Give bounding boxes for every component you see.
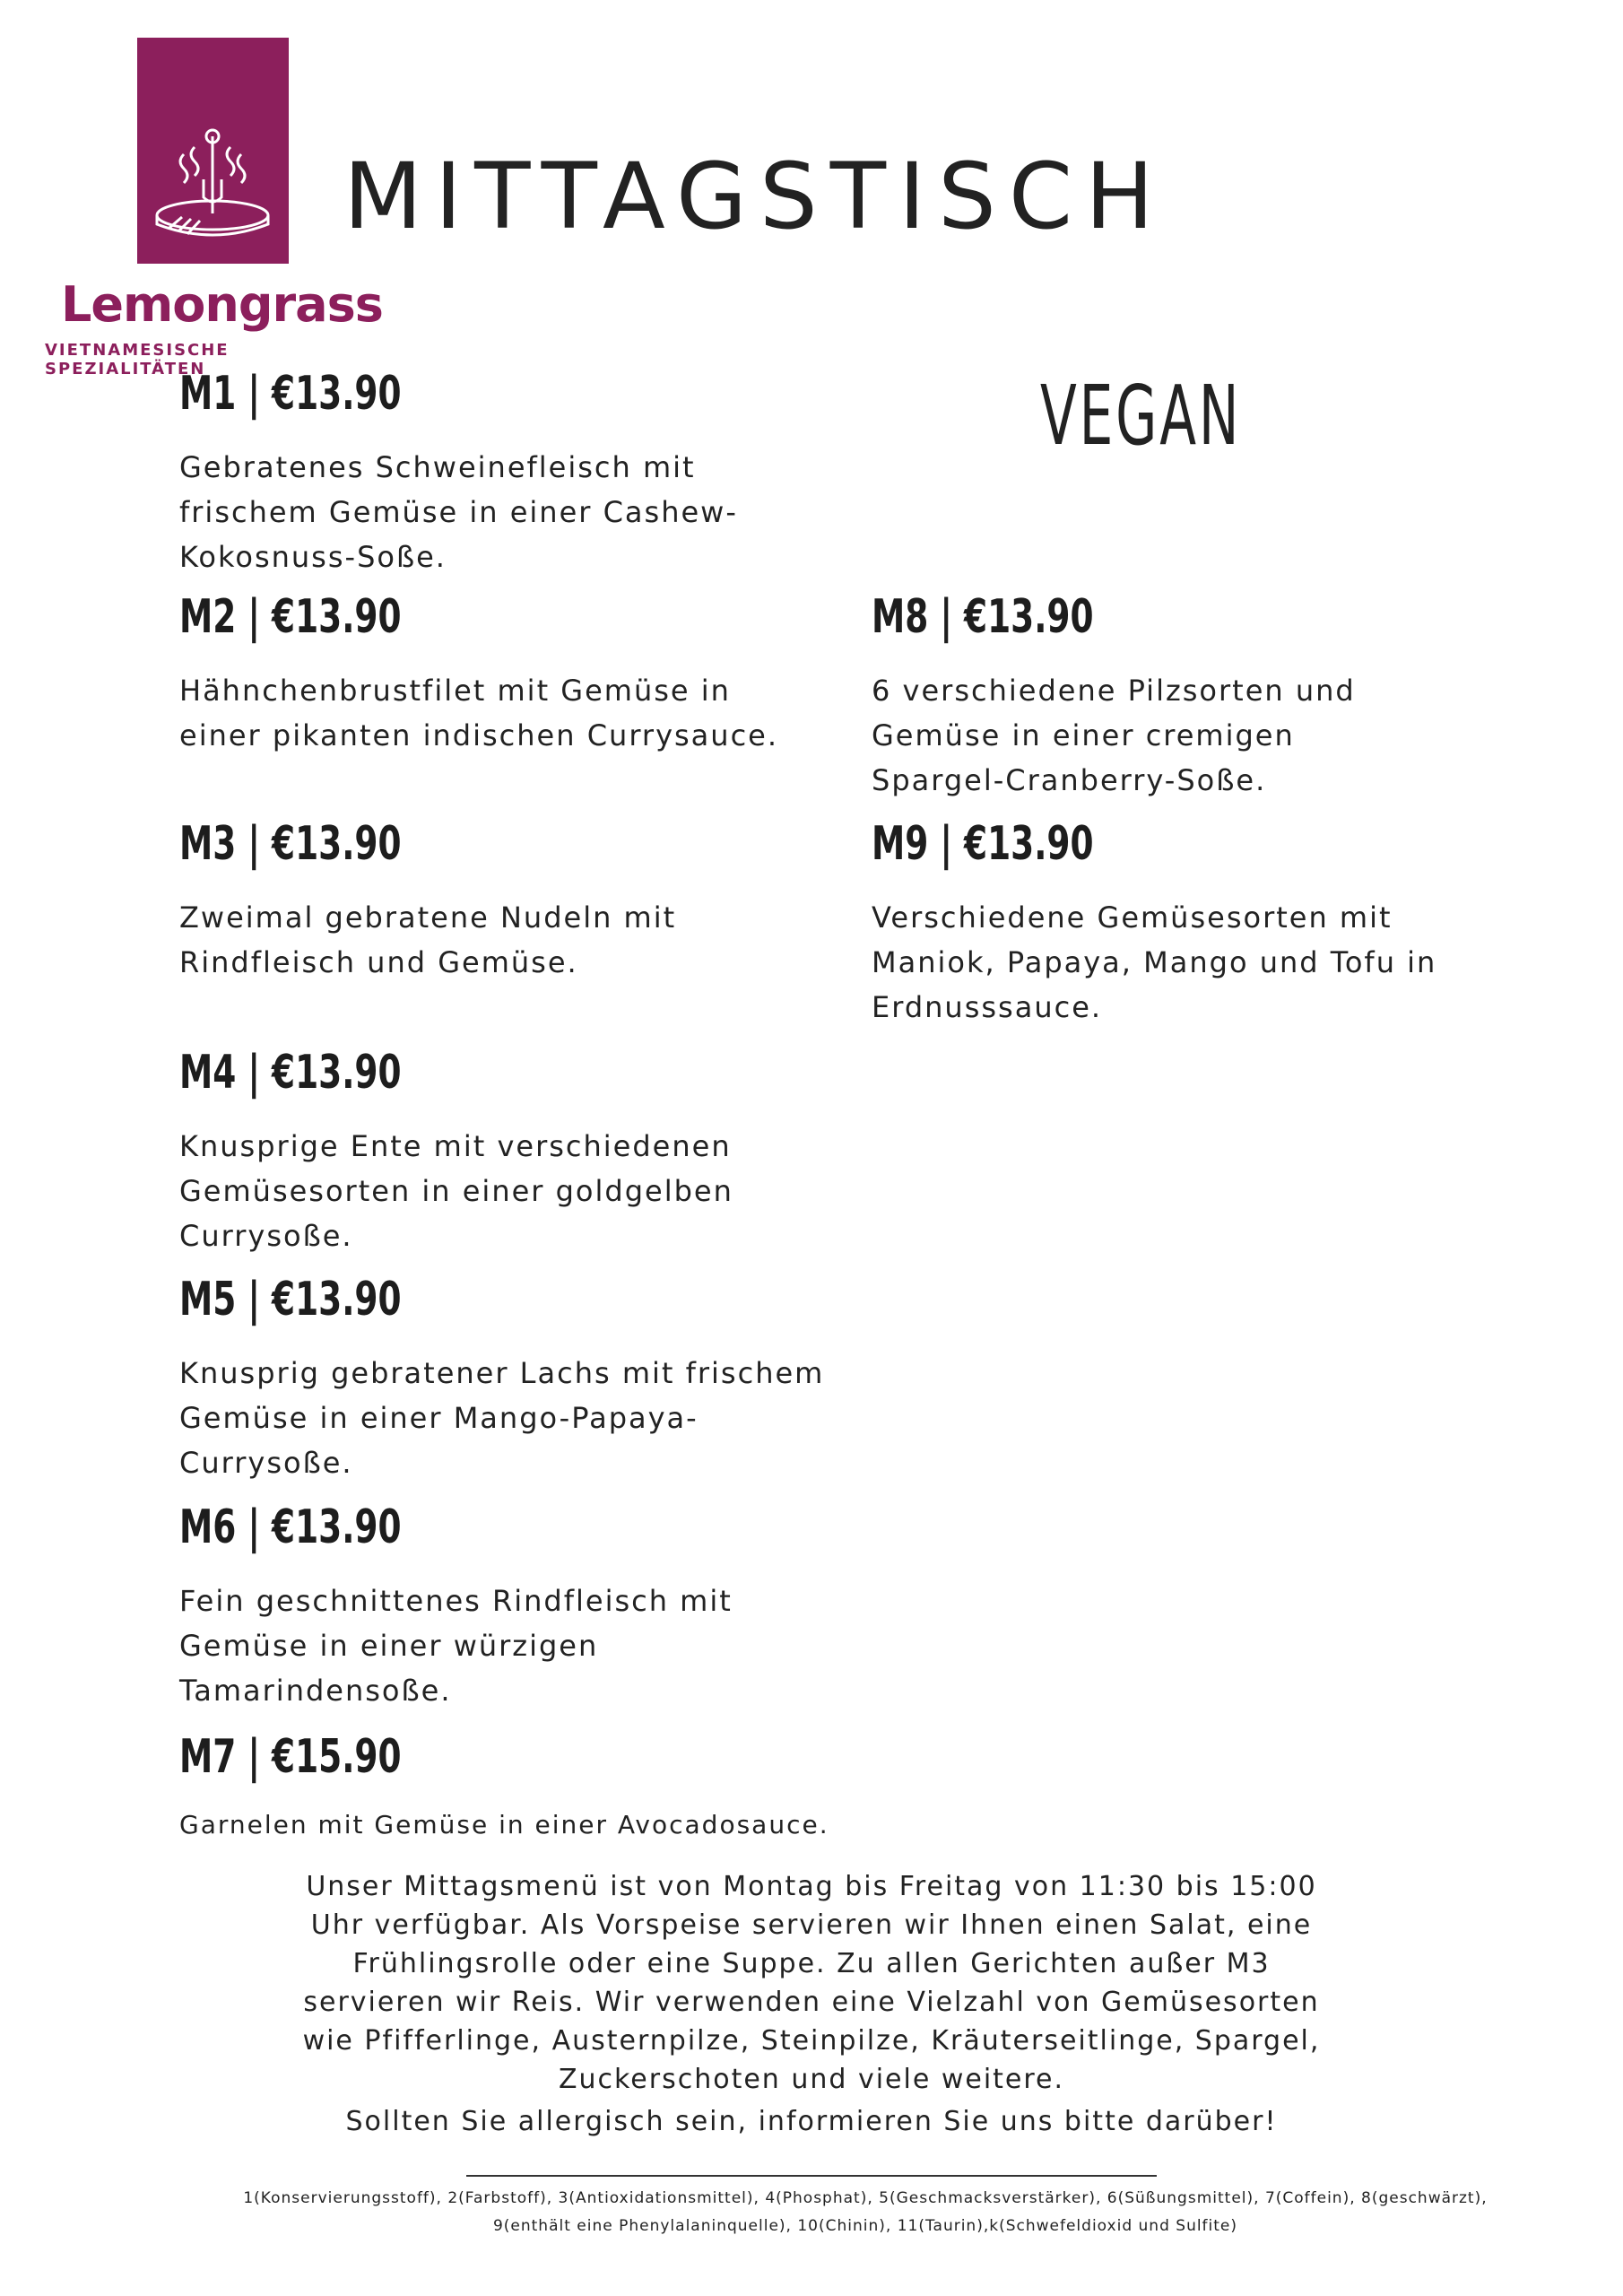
menu-item-heading: M6 | €13.90	[179, 1500, 402, 1554]
menu-item-heading: M7 | €15.90	[179, 1730, 402, 1784]
menu-item-m4	[179, 1045, 879, 1258]
menu-item-description: 6 verschiedene Pilzsorten und Gemüse in einer cremigen Spargel-Cranberry-Soße.	[872, 674, 1356, 797]
menu-item-description: Garnelen mit Gemüse in einer Avocadosauce.	[179, 1810, 829, 1839]
menu-item-description: Fein geschnittenes Rindfleisch mit Gemüse in einer würzigen Tamarindensoße.	[179, 1584, 733, 1708]
menu-item-heading: M9 | €13.90	[872, 817, 1094, 871]
allergy-notice: Sollten Sie allergisch sein, informieren Sie uns bitte darüber!	[345, 2106, 1278, 2137]
menu-item-m2	[179, 589, 879, 758]
menu-item-m3	[179, 816, 879, 985]
vegan-heading: VEGAN	[1040, 368, 1242, 464]
notice-text: Unser Mittagsmenü ist von Montag bis Freitag von 11:30 bis 15:00 Uhr verfügbar. Als Vorspeise servieren wir Ihnen einen Salat, eine Frühlingsrolle oder eine Suppe. Zu allen Gerichten außer M3 servieren wir Reis. Wir verwenden eine Vielzahl von Gemüsesorten wie Pfifferlinge, Austernpilze, Steinpilze, Kräuterseitlinge, Spargel, Zuckerschoten und viele weitere.	[302, 1871, 1321, 2095]
menu-item-m8	[872, 589, 1571, 803]
menu-item-m1	[179, 366, 879, 579]
divider	[466, 2175, 1157, 2177]
menu-item-heading: M1 | €13.90	[179, 367, 402, 421]
restaurant-logo-icon	[137, 127, 289, 262]
availability-notice	[296, 1867, 1327, 2141]
page-title: MITTAGSTISCH	[343, 144, 1167, 250]
menu-item-description: Hähnchenbrustfilet mit Gemüse in einer pikanten indischen Currysauce.	[179, 674, 779, 752]
menu-item-m9	[872, 816, 1571, 1030]
menu-item-heading: M8 | €13.90	[872, 590, 1094, 644]
menu-item-m5	[179, 1272, 879, 1485]
menu-item-m7	[179, 1729, 879, 1848]
menu-item-heading: M5 | €13.90	[179, 1273, 402, 1326]
brand-subtitle: VIETNAMESISCHE SPEZIALITÄTEN	[45, 341, 230, 378]
menu-item-heading: M4 | €13.90	[179, 1046, 402, 1100]
logo-box	[137, 38, 289, 264]
allergen-footnotes: 1(Konservierungsstoff), 2(Farbstoff), 3(Antioxidationsmittel), 4(Phosphat), 5(Geschmacksverstärker), 6(Süßungsmittel), 7(Coffein), 8(geschwärzt), 9(enthält eine Phenylalaninquelle), 10(Chinin), 11(Taurin),k(Schwefeldioxid und Sulfite)	[243, 2189, 1488, 2235]
menu-item-m6	[179, 1500, 879, 1713]
menu-item-heading: M2 | €13.90	[179, 590, 402, 644]
menu-item-description: Verschiedene Gemüsesorten mit Maniok, Papaya, Mango und Tofu in Erdnusssauce.	[872, 900, 1437, 1024]
brand-name: Lemongrass	[61, 276, 383, 333]
menu-item-description: Knusprig gebratener Lachs mit frischem Gemüse in einer Mango-Papaya-Currysoße.	[179, 1356, 825, 1480]
menu-item-heading: M3 | €13.90	[179, 817, 402, 871]
menu-item-description: Gebratenes Schweinefleisch mit frischem Gemüse in einer Cashew-Kokosnuss-Soße.	[179, 450, 738, 574]
menu-item-description: Zweimal gebratene Nudeln mit Rindfleisch und Gemüse.	[179, 900, 677, 979]
menu-item-description: Knusprige Ente mit verschiedenen Gemüsesorten in einer goldgelben Currysoße.	[179, 1129, 733, 1253]
